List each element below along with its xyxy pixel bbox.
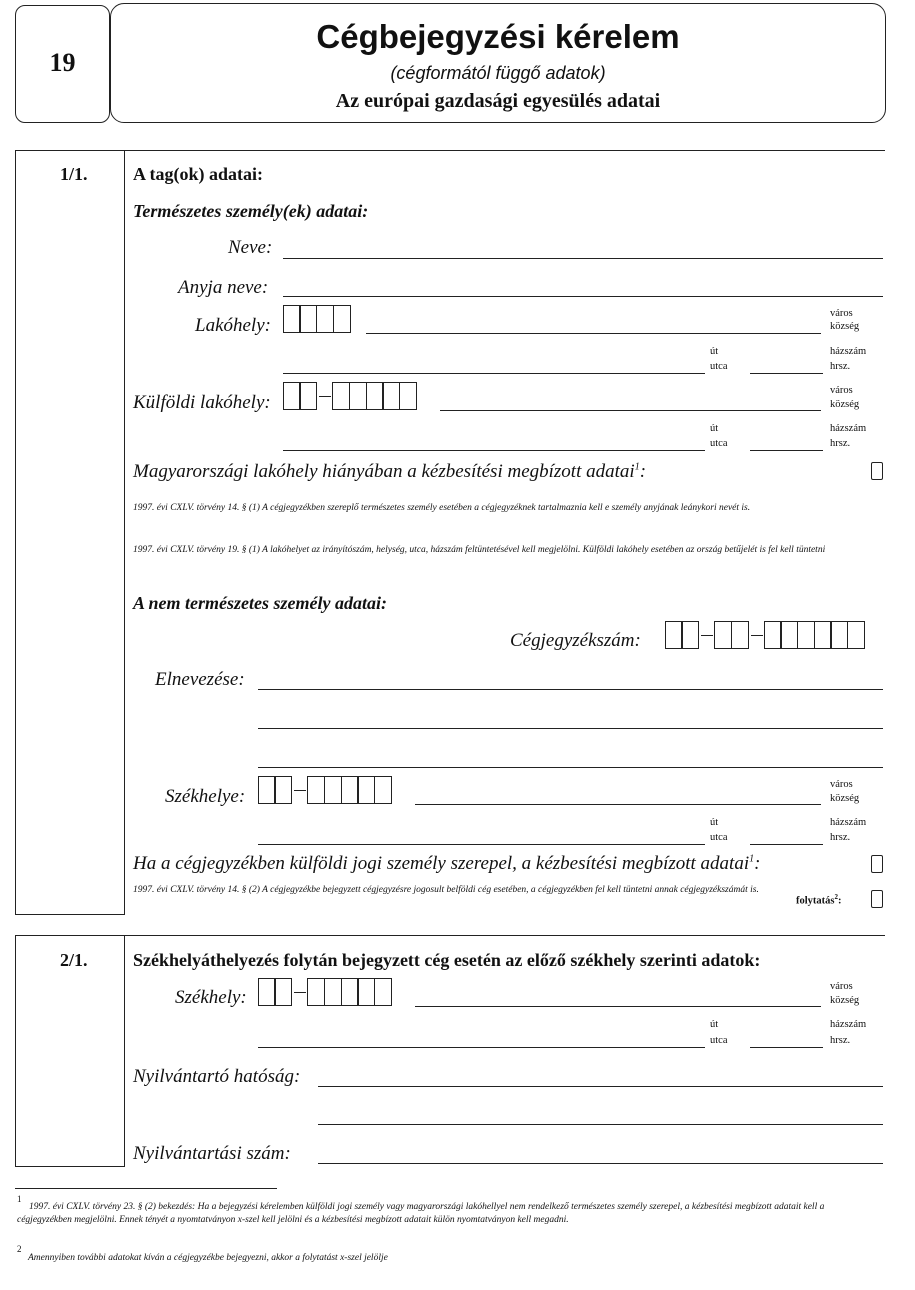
country-cell[interactable] [274,978,292,1006]
previous-seat-house-field[interactable] [750,1047,823,1048]
residence-city-caption: város [830,308,853,319]
seat-label: Székhelye: [165,786,246,807]
zip-cell[interactable] [341,978,359,1006]
foreign-house-field[interactable] [750,450,823,451]
registry-number-label: Nyilvántartási szám: [133,1143,291,1164]
foreign-residence-label: Külföldi lakóhely: [133,392,271,413]
previous-house-caption: házszám [830,1019,867,1030]
regno-cell[interactable] [780,621,798,649]
residence-road-caption: út [710,346,719,357]
zip-cell[interactable] [333,305,351,333]
continue-checkbox[interactable] [871,890,883,908]
legal-person-heading: A nem természetes személy adatai: [133,593,387,613]
footnote-ref-1: 1 [634,461,640,473]
dash [294,790,306,791]
seat-zip-cells[interactable] [259,776,392,804]
authority-label: Nyilvántartó hatóság: [133,1066,301,1087]
residence-label: Lakóhely: [195,315,271,336]
mother-name-label: Anyja neve: [178,277,269,298]
zip-cell[interactable] [357,776,375,804]
seat-city-caption: város [830,779,853,790]
footnote-1-mark: 1 [17,1194,22,1204]
footnote-1: 1997. évi CXLV. törvény 23. § (2) bekezdés: Ha a bejegyzési kérelemben külföldi jogi személy vagy magyarországi lakóhellyel nem rendelkező természetes személy szerepel, a kézbesítési megbízott adatait kell a cégjegyzékben megjelölni. Ennek tényét a nyomtatványon x-szel kell jelölni és a kézbesítési megbízott adatait külön nyomtatványon kell megadni. [17,1202,825,1225]
seat-city-field[interactable] [415,804,821,805]
section-1-number: 1/1. [60,164,88,184]
footnote-2-mark: 2 [17,1244,22,1254]
previous-seat-label: Székhely: [175,987,247,1008]
previous-road-caption: út [710,1019,719,1030]
foreign-lot-caption: hrsz. [830,438,851,449]
section-1-heading: A tag(ok) adatai: [133,164,263,184]
seat-street-caption: utca [710,832,728,843]
continue-text: folytatás [796,895,835,907]
zip-cell[interactable] [349,382,367,410]
regno-cell[interactable] [665,621,683,649]
foreign-legal-checkbox[interactable] [871,855,883,873]
country-cell[interactable] [299,382,317,410]
dash [319,396,331,397]
zip-cell[interactable] [341,776,359,804]
zip-cell[interactable] [374,978,392,1006]
foreign-zip-cells[interactable] [284,382,417,410]
section-2-top-rule [125,935,885,936]
zip-cell[interactable] [324,978,342,1006]
section-1-frame [15,150,125,915]
zip-cell[interactable] [307,978,325,1006]
zip-cell[interactable] [382,382,400,410]
name-field[interactable] [283,258,883,259]
seat-street-field[interactable] [258,844,705,845]
residence-street-field[interactable] [283,373,705,374]
seat-road-caption: út [710,817,719,828]
previous-city-caption: város [830,981,853,992]
regno-cell[interactable] [847,621,865,649]
footnote-ref-1b: 1 [749,853,755,865]
section-2-heading: Székhelyáthelyezés folytán bejegyzett cég esetén az előző székhely szerinti adatok: [133,950,761,970]
previous-seat-street-field[interactable] [258,1047,705,1048]
zip-cell[interactable] [299,305,317,333]
residence-street-caption: utca [710,361,728,372]
page-subtitle: (cégformától függő adatok) [390,63,606,83]
foreign-street-field[interactable] [283,450,705,451]
residence-village-caption: község [830,321,860,332]
continue-label: folytatás$^2$: [796,893,842,907]
residence-lot-caption: hrsz. [830,361,851,372]
delivery-agent-text: Magyarországi lakóhely hiányában a kézbesítési megbízott adatai [133,461,635,482]
country-cell[interactable] [274,776,292,804]
previous-lot-caption: hrsz. [830,1035,851,1046]
natural-person-heading: Természetes személy(ek) adatai: [133,201,369,221]
footnote-2: Amennyiben további adatokat kíván a cégjegyzékbe bejegyezni, akkor a folytatást x-szel jelölje [28,1253,388,1263]
form-number: 19 [49,48,76,77]
zip-cell[interactable] [316,305,334,333]
regno-cell[interactable] [681,621,699,649]
delivery-agent-label: Magyarországi lakóhely hiányában a kézbesítési megbízott adatai$^1$: [133,461,647,482]
zip-cell[interactable] [399,382,417,410]
seat-village-caption: község [830,793,860,804]
zip-cell[interactable] [374,776,392,804]
country-cell[interactable] [258,978,276,1006]
designation-field-2[interactable] [258,728,883,729]
foreign-legal-text: Ha a cégjegyzékben külföldi jogi személy szerepel, a kézbesítési megbízott adatai [133,853,750,874]
foreign-city-caption: város [830,385,853,396]
footnote-separator [15,1188,277,1189]
previous-street-caption: utca [710,1035,728,1046]
previous-seat-city-field[interactable] [415,1006,821,1007]
name-designation-label: Elnevezése: [155,669,245,690]
designation-field-3[interactable] [258,767,883,768]
mother-name-field[interactable] [283,296,883,297]
dash [294,992,306,993]
zip-cell[interactable] [307,776,325,804]
zip-cell[interactable] [366,382,384,410]
designation-field-1[interactable] [258,689,883,690]
foreign-street-caption: utca [710,438,728,449]
foreign-legal-label: Ha a cégjegyzékben külföldi jogi személy szerepel, a kézbesítési megbízott adatai$^1$: [133,853,761,874]
regno-cell[interactable] [731,621,749,649]
name-label: Neve: [228,237,273,258]
seat-lot-caption: hrsz. [830,832,851,843]
zip-cell[interactable] [324,776,342,804]
residence-house-field[interactable] [750,373,823,374]
note-2: 1997. évi CXLV. törvény 19. § (1) A lakóhelyet az irányítószám, helység, utca, házszám feltüntetésével kell megjelölni. Külföldi lakóhely esetében az ország betűjelét is fel kell tüntetni [133,545,826,555]
seat-house-caption: házszám [830,817,867,828]
registration-number-cells[interactable] [666,621,865,649]
residence-city-field[interactable] [366,333,821,334]
note-3: 1997. évi CXLV. törvény 14. § (2) A cégjegyzékbe bejegyzett cégjegyzésre jogosult belföldi cég esetében, a cégjegyzékben fel kell tüntetni annak cégjegyzékszámát is. [133,885,759,895]
country-cell[interactable] [283,382,301,410]
delivery-agent-checkbox[interactable] [871,462,883,480]
note-1: 1997. évi CXLV. törvény 14. § (1) A cégjegyzékben szereplő természetes személy esetében a cégjegyzéknek tartalmaznia kell e személy anyjának leánykori nevét is. [133,503,751,513]
zip-cell[interactable] [332,382,350,410]
dash [701,635,713,636]
authority-field-1[interactable] [318,1086,883,1087]
seat-house-field[interactable] [750,844,823,845]
registration-number-label: Cégjegyzékszám: [510,630,641,651]
page-title: Cégbejegyzési kérelem [316,18,680,55]
regno-cell[interactable] [714,621,732,649]
registry-number-field[interactable] [318,1163,883,1164]
section-2-number: 2/1. [60,950,88,970]
country-cell[interactable] [258,776,276,804]
dash [751,635,763,636]
residence-zip-cells[interactable] [284,305,351,333]
zip-cell[interactable] [283,305,301,333]
residence-house-caption: házszám [830,346,867,357]
foreign-city-field[interactable] [440,410,821,411]
regno-cell[interactable] [764,621,782,649]
section-1-top-rule [125,150,885,151]
authority-field-2[interactable] [318,1124,883,1125]
zip-cell[interactable] [357,978,375,1006]
foreign-village-caption: község [830,399,860,410]
foreign-road-caption: út [710,423,719,434]
previous-village-caption: község [830,995,860,1006]
page-subtitle-2: Az európai gazdasági egyesülés adatai [335,90,661,112]
foreign-house-caption: házszám [830,423,867,434]
previous-seat-zip-cells[interactable] [259,978,392,1006]
footnote-ref-2: 2 [834,893,838,901]
regno-cell[interactable] [814,621,832,649]
regno-cell[interactable] [797,621,815,649]
regno-cell[interactable] [830,621,848,649]
